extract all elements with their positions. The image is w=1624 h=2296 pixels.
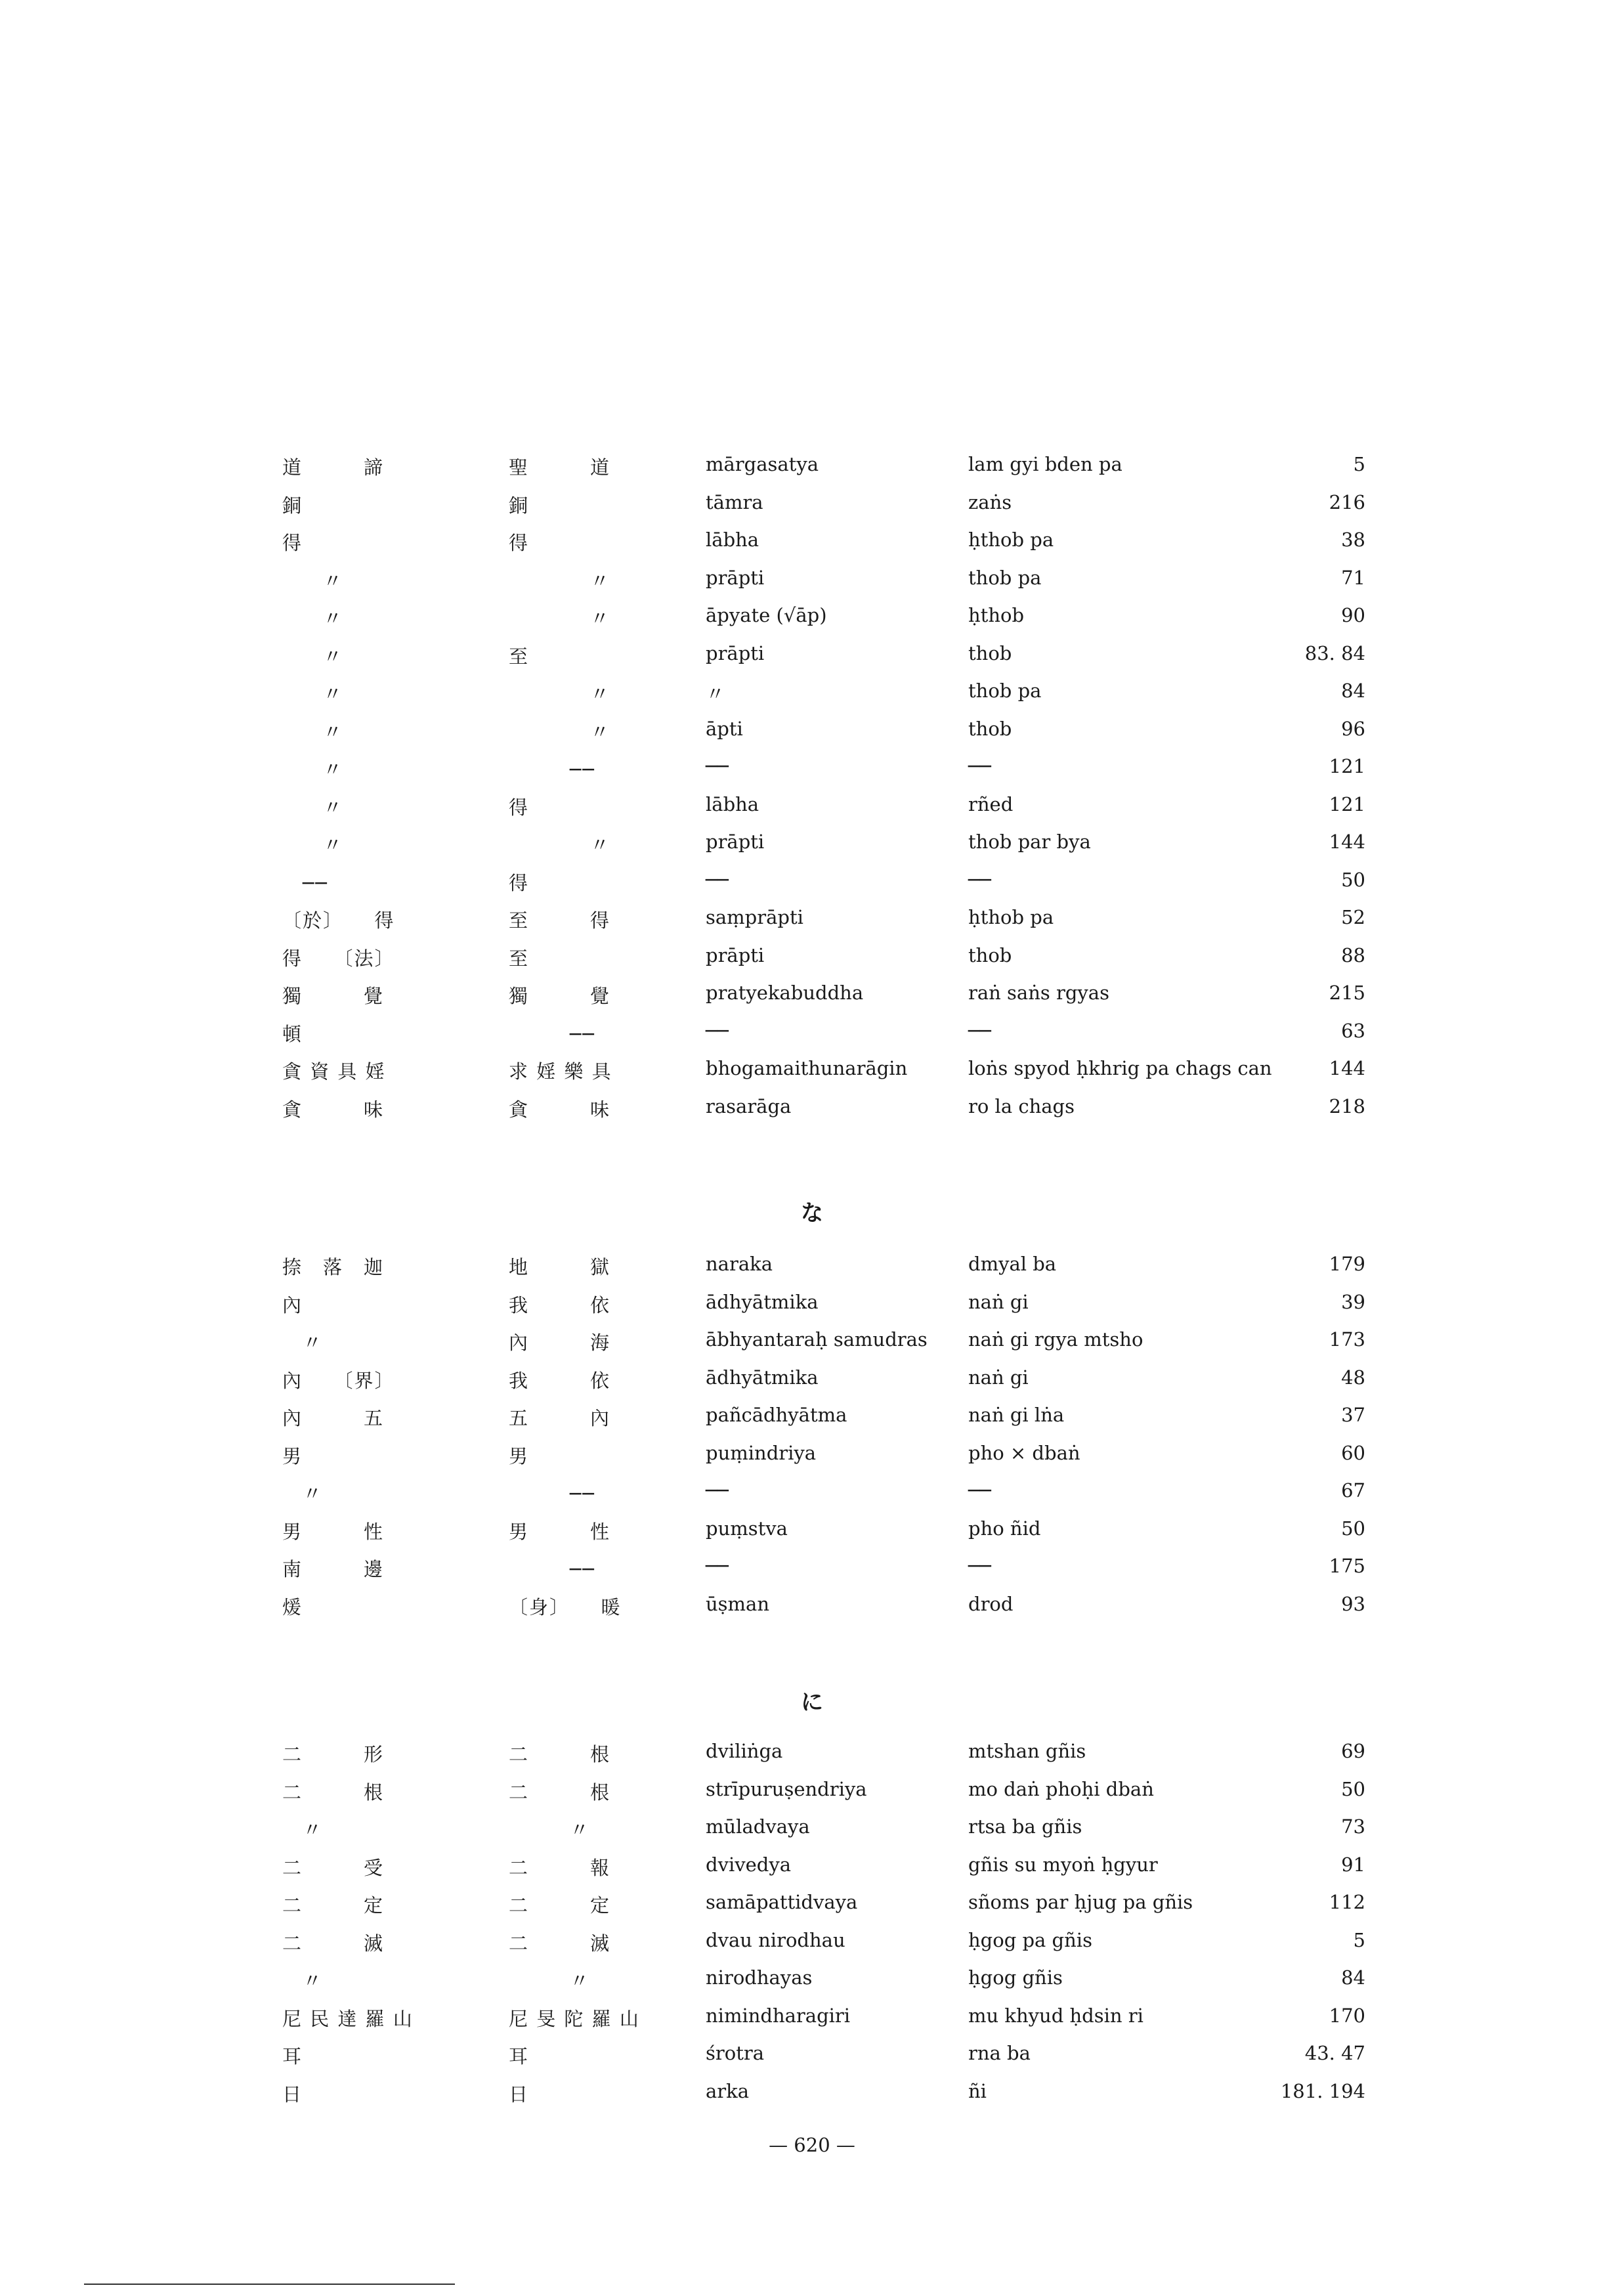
- alternate-chinese-term: 至 得: [509, 909, 611, 932]
- index-row: [276, 869, 1365, 907]
- sanskrit-term: ──: [706, 1555, 729, 1577]
- sanskrit-term: mārgasatya: [706, 453, 819, 475]
- chinese-term: 二 形: [282, 1743, 385, 1765]
- index-row: [276, 1328, 1365, 1366]
- index-row: [276, 2004, 1365, 2043]
- tibetan-term: rñed: [968, 792, 1014, 815]
- sanskrit-term: arka: [706, 2079, 750, 2102]
- footnote-rule: [84, 2284, 455, 2285]
- index-row: [276, 982, 1365, 1020]
- sanskrit-term: āpyate (√āp): [706, 604, 827, 626]
- tibetan-term: thob pa: [968, 680, 1042, 702]
- page-reference: 83. 84: [1304, 641, 1365, 664]
- index-row: [276, 793, 1365, 831]
- alternate-chinese-term: 日: [509, 2083, 530, 2106]
- alternate-chinese-term: 尼 旻 陀 羅 山: [509, 2007, 640, 2030]
- page-reference: 39: [1341, 1290, 1365, 1313]
- tibetan-term: thob par bya: [968, 831, 1091, 853]
- tibetan-term: ḥgog gñis: [968, 1966, 1063, 1989]
- chinese-term: 〃: [282, 1483, 324, 1505]
- chinese-term: 尼 民 達 羅 山: [282, 2007, 414, 2030]
- sanskrit-term: puṃindriya: [706, 1441, 817, 1464]
- alternate-chinese-term: 〃: [509, 1970, 591, 1992]
- chinese-term: 日: [282, 2083, 303, 2106]
- sanskrit-term: āpti: [706, 717, 743, 740]
- chinese-term: 得: [282, 532, 303, 554]
- chinese-term: 〃: [282, 683, 344, 705]
- page-reference: 60: [1341, 1441, 1365, 1464]
- index-row: [276, 491, 1365, 529]
- sanskrit-term: rasarāga: [706, 1094, 792, 1117]
- alternate-chinese-term: 〃: [509, 569, 611, 592]
- sanskrit-term: strīpuruṣendriya: [706, 1777, 867, 1800]
- alternate-chinese-term: 耳: [509, 2045, 530, 2068]
- sanskrit-term: ādhyātmika: [706, 1290, 819, 1313]
- tibetan-term: zaṅs: [968, 490, 1012, 513]
- chinese-term: 〃: [282, 1819, 324, 1841]
- sanskrit-term: puṃstva: [706, 1517, 788, 1540]
- index-row: [276, 1404, 1365, 1442]
- chinese-term: 男: [282, 1444, 303, 1467]
- alternate-chinese-term: 地 獄: [509, 1256, 611, 1278]
- sanskrit-term: prāpti: [706, 566, 765, 589]
- page-reference: 48: [1341, 1366, 1365, 1389]
- tibetan-term: thob: [968, 641, 1012, 664]
- chinese-term: 〃: [282, 1970, 324, 1992]
- sanskrit-term: śrotra: [706, 2042, 765, 2064]
- chinese-term: 〃: [282, 834, 344, 856]
- chinese-term: 南 邊: [282, 1558, 385, 1580]
- tibetan-term: ḥthob pa: [968, 529, 1054, 551]
- alternate-chinese-term: 〔身〕 暖: [509, 1595, 622, 1618]
- alternate-chinese-term: ──: [509, 1558, 595, 1580]
- page-reference: 84: [1341, 680, 1365, 702]
- index-row: [276, 718, 1365, 756]
- tibetan-term: pho × dbaṅ: [968, 1441, 1080, 1464]
- alternate-chinese-term: 〃: [509, 1819, 591, 1841]
- tibetan-term: lam gyi bden pa: [968, 453, 1122, 475]
- index-row: [276, 680, 1365, 718]
- page-reference: 71: [1341, 566, 1365, 589]
- page-reference: 52: [1341, 906, 1365, 928]
- alternate-chinese-term: 得: [509, 532, 530, 554]
- index-row: [276, 1020, 1365, 1058]
- chinese-term: 〔於〕 得: [282, 909, 395, 932]
- index-row: [276, 1815, 1365, 1853]
- alternate-chinese-term: 男: [509, 1444, 530, 1467]
- sanskrit-term: ──: [706, 755, 729, 777]
- page-reference: 121: [1329, 755, 1365, 777]
- page-reference: 175: [1329, 1555, 1365, 1577]
- page-reference: 96: [1341, 717, 1365, 740]
- tibetan-term: naṅ gi lṅa: [968, 1404, 1065, 1426]
- page-reference: 5: [1353, 453, 1365, 475]
- chinese-term: 男 性: [282, 1520, 385, 1543]
- tibetan-term: ḥthob pa: [968, 906, 1054, 928]
- page-reference: 67: [1341, 1479, 1365, 1502]
- index-row: [276, 567, 1365, 605]
- index-row: [276, 604, 1365, 642]
- page-reference: 50: [1341, 1777, 1365, 1800]
- page-reference: 73: [1341, 1815, 1365, 1838]
- chinese-term: 〃: [282, 1332, 324, 1354]
- sanskrit-term: ──: [706, 868, 729, 891]
- index-row: [276, 1929, 1365, 1967]
- tibetan-term: ──: [968, 755, 991, 777]
- alternate-chinese-term: 〃: [509, 720, 611, 743]
- chinese-term: 煖: [282, 1595, 303, 1618]
- index-section-na: [276, 1253, 1365, 1630]
- index-row: [276, 1442, 1365, 1480]
- chinese-term: 〃: [282, 645, 344, 668]
- alternate-chinese-term: 至: [509, 947, 530, 970]
- chinese-term: 貪 資 具 婬: [282, 1060, 386, 1083]
- page-reference: 37: [1341, 1404, 1365, 1426]
- index-row: [276, 944, 1365, 982]
- chinese-term: 〃: [282, 607, 344, 630]
- tibetan-term: thob pa: [968, 566, 1042, 589]
- sanskrit-term: prāpti: [706, 943, 765, 966]
- chinese-term: 〃: [282, 720, 344, 743]
- index-row: [276, 1095, 1365, 1133]
- index-row: [276, 453, 1365, 491]
- alternate-chinese-term: 得: [509, 796, 530, 819]
- page-reference: 91: [1341, 1853, 1365, 1876]
- sanskrit-term: ──: [706, 1019, 729, 1042]
- alternate-chinese-term: 五 內: [509, 1407, 611, 1429]
- sanskrit-term: 〃: [706, 683, 725, 705]
- tibetan-term: naṅ gi: [968, 1366, 1029, 1389]
- kana-heading-na: な: [801, 1200, 823, 1226]
- page-reference: 50: [1341, 1517, 1365, 1540]
- kana-heading-ni: に: [801, 1689, 823, 1716]
- tibetan-term: ──: [968, 1019, 991, 1042]
- chinese-term: 內 〔界〕: [282, 1369, 395, 1392]
- sanskrit-term: saṃprāpti: [706, 906, 803, 928]
- page-reference: 179: [1329, 1253, 1365, 1275]
- alternate-chinese-term: ──: [509, 758, 595, 781]
- tibetan-term: ḥthob: [968, 604, 1025, 626]
- sanskrit-term: nirodhayas: [706, 1966, 813, 1989]
- sanskrit-term: dviliṅga: [706, 1740, 783, 1762]
- sanskrit-term: samāpattidvaya: [706, 1891, 858, 1913]
- page-reference: 112: [1329, 1891, 1365, 1913]
- index-row: [276, 1479, 1365, 1517]
- alternate-chinese-term: 二 根: [509, 1781, 611, 1804]
- index-row: [276, 529, 1365, 567]
- sanskrit-term: dvivedya: [706, 1853, 792, 1876]
- index-row: [276, 1778, 1365, 1816]
- index-row: [276, 1517, 1365, 1555]
- sanskrit-term: dvau nirodhau: [706, 1928, 845, 1951]
- chinese-term: 得 〔法〕: [282, 947, 395, 970]
- sanskrit-term: mūladvaya: [706, 1815, 810, 1838]
- chinese-term: 〃: [282, 569, 344, 592]
- sanskrit-term: ūṣman: [706, 1592, 770, 1615]
- sanskrit-term: tāmra: [706, 490, 763, 513]
- sanskrit-term: pratyekabuddha: [706, 982, 864, 1004]
- index-row: [276, 1366, 1365, 1404]
- page-reference: 43. 47: [1304, 2042, 1365, 2064]
- chinese-term: 銅: [282, 494, 303, 517]
- page-reference: 90: [1341, 604, 1365, 626]
- alternate-chinese-term: 〃: [509, 607, 611, 630]
- sanskrit-term: ──: [706, 1479, 729, 1502]
- sanskrit-term: naraka: [706, 1253, 773, 1275]
- tibetan-term: rtsa ba gñis: [968, 1815, 1082, 1838]
- index-row: [276, 1555, 1365, 1593]
- chinese-term: 頓: [282, 1022, 303, 1045]
- tibetan-term: ḥgog pa gñis: [968, 1928, 1092, 1951]
- alternate-chinese-term: 二 定: [509, 1894, 611, 1917]
- sanskrit-term: pañcādhyātma: [706, 1404, 847, 1426]
- page-reference: 121: [1329, 792, 1365, 815]
- index-row: [276, 906, 1365, 944]
- page-reference: 215: [1329, 982, 1365, 1004]
- chinese-term: ──: [282, 871, 328, 894]
- chinese-term: 二 滅: [282, 1932, 385, 1955]
- tibetan-term: ro la chags: [968, 1094, 1075, 1117]
- index-row: [276, 831, 1365, 869]
- page-reference: 5: [1353, 1928, 1365, 1951]
- chinese-term: 捺 落 迦: [282, 1256, 385, 1278]
- tibetan-term: loṅs spyod ḥkhrig pa chags can: [968, 1057, 1272, 1079]
- sanskrit-term: lābha: [706, 529, 759, 551]
- alternate-chinese-term: 貪 味: [509, 1098, 611, 1121]
- chinese-term: 內 五: [282, 1407, 385, 1429]
- tibetan-term: thob: [968, 717, 1012, 740]
- index-row: [276, 1853, 1365, 1892]
- tibetan-term: dmyal ba: [968, 1253, 1057, 1275]
- page-reference: 181. 194: [1280, 2079, 1365, 2102]
- page-reference: 144: [1329, 831, 1365, 853]
- tibetan-term: pho ñid: [968, 1517, 1041, 1540]
- sanskrit-term: prāpti: [706, 641, 765, 664]
- sanskrit-term: bhogamaithunarāgin: [706, 1057, 908, 1079]
- page-reference: 50: [1341, 868, 1365, 891]
- chinese-term: 二 定: [282, 1894, 385, 1917]
- chinese-term: 二 受: [282, 1856, 385, 1879]
- page-reference: 93: [1341, 1592, 1365, 1615]
- index-row: [276, 2042, 1365, 2080]
- index-row: [276, 1057, 1365, 1095]
- index-section-ni: [276, 1740, 1365, 2117]
- alternate-chinese-term: 獨 覺: [509, 985, 611, 1007]
- alternate-chinese-term: 得: [509, 871, 530, 894]
- alternate-chinese-term: 聖 道: [509, 456, 611, 479]
- tibetan-term: gñis su myoṅ ḥgyur: [968, 1853, 1158, 1876]
- alternate-chinese-term: 二 滅: [509, 1932, 611, 1955]
- index-row: [276, 1291, 1365, 1329]
- index-row: [276, 1593, 1365, 1631]
- alternate-chinese-term: ──: [509, 1022, 595, 1045]
- page-reference: 173: [1329, 1328, 1365, 1351]
- sanskrit-term: nimindharagiri: [706, 2004, 851, 2027]
- alternate-chinese-term: 〃: [509, 834, 611, 856]
- page-reference: 216: [1329, 490, 1365, 513]
- chinese-term: 〃: [282, 796, 344, 819]
- tibetan-term: naṅ gi rgya mtsho: [968, 1328, 1143, 1351]
- page-reference: 144: [1329, 1057, 1365, 1079]
- alternate-chinese-term: 二 根: [509, 1743, 611, 1765]
- chinese-term: 耳: [282, 2045, 303, 2068]
- chinese-term: 貪 味: [282, 1098, 385, 1121]
- tibetan-term: ──: [968, 1479, 991, 1502]
- index-row: [276, 1740, 1365, 1778]
- tibetan-term: mtshan gñis: [968, 1740, 1086, 1762]
- alternate-chinese-term: 我 依: [509, 1369, 611, 1392]
- alternate-chinese-term: 二 報: [509, 1856, 611, 1879]
- sanskrit-term: ābhyantaraḥ samudras: [706, 1328, 928, 1351]
- tibetan-term: mo daṅ phoḥi dbaṅ: [968, 1777, 1154, 1800]
- alternate-chinese-term: 內 海: [509, 1332, 611, 1354]
- page-reference: 170: [1329, 2004, 1365, 2027]
- index-row: [276, 1891, 1365, 1929]
- tibetan-term: thob: [968, 943, 1012, 966]
- page-reference: 88: [1341, 943, 1365, 966]
- chinese-term: 二 根: [282, 1781, 385, 1804]
- index-row: [276, 1253, 1365, 1291]
- sanskrit-term: lābha: [706, 792, 759, 815]
- page-reference: 63: [1341, 1019, 1365, 1042]
- index-row: [276, 642, 1365, 680]
- index-section-ta: [276, 453, 1365, 1133]
- page-reference: 69: [1341, 1740, 1365, 1762]
- sanskrit-term: ādhyātmika: [706, 1366, 819, 1389]
- page-reference: 218: [1329, 1094, 1365, 1117]
- alternate-chinese-term: ──: [509, 1483, 595, 1505]
- tibetan-term: drod: [968, 1592, 1014, 1615]
- chinese-term: 〃: [282, 758, 344, 781]
- alternate-chinese-term: 〃: [509, 683, 611, 705]
- tibetan-term: naṅ gi: [968, 1290, 1029, 1313]
- page-reference: 84: [1341, 1966, 1365, 1989]
- index-row: [276, 1966, 1365, 2004]
- index-row: [276, 2080, 1365, 2118]
- alternate-chinese-term: 我 依: [509, 1293, 611, 1316]
- tibetan-term: mu khyud ḥdsin ri: [968, 2004, 1143, 2027]
- chinese-term: 獨 覺: [282, 985, 385, 1007]
- chinese-term: 道 諦: [282, 456, 385, 479]
- tibetan-term: ──: [968, 868, 991, 891]
- alternate-chinese-term: 至: [509, 645, 530, 668]
- tibetan-term: sñoms par ḥjug pa gñis: [968, 1891, 1193, 1913]
- page-reference: 38: [1341, 529, 1365, 551]
- tibetan-term: raṅ saṅs rgyas: [968, 982, 1109, 1004]
- alternate-chinese-term: 男 性: [509, 1520, 611, 1543]
- chinese-term: 內: [282, 1293, 303, 1316]
- sanskrit-term: prāpti: [706, 831, 765, 853]
- alternate-chinese-term: 求 婬 樂 具: [509, 1060, 612, 1083]
- index-row: [276, 755, 1365, 793]
- page-number: — 620 —: [769, 2134, 855, 2156]
- tibetan-term: rna ba: [968, 2042, 1031, 2064]
- tibetan-term: ──: [968, 1555, 991, 1577]
- tibetan-term: ñi: [968, 2079, 987, 2102]
- alternate-chinese-term: 銅: [509, 494, 530, 517]
